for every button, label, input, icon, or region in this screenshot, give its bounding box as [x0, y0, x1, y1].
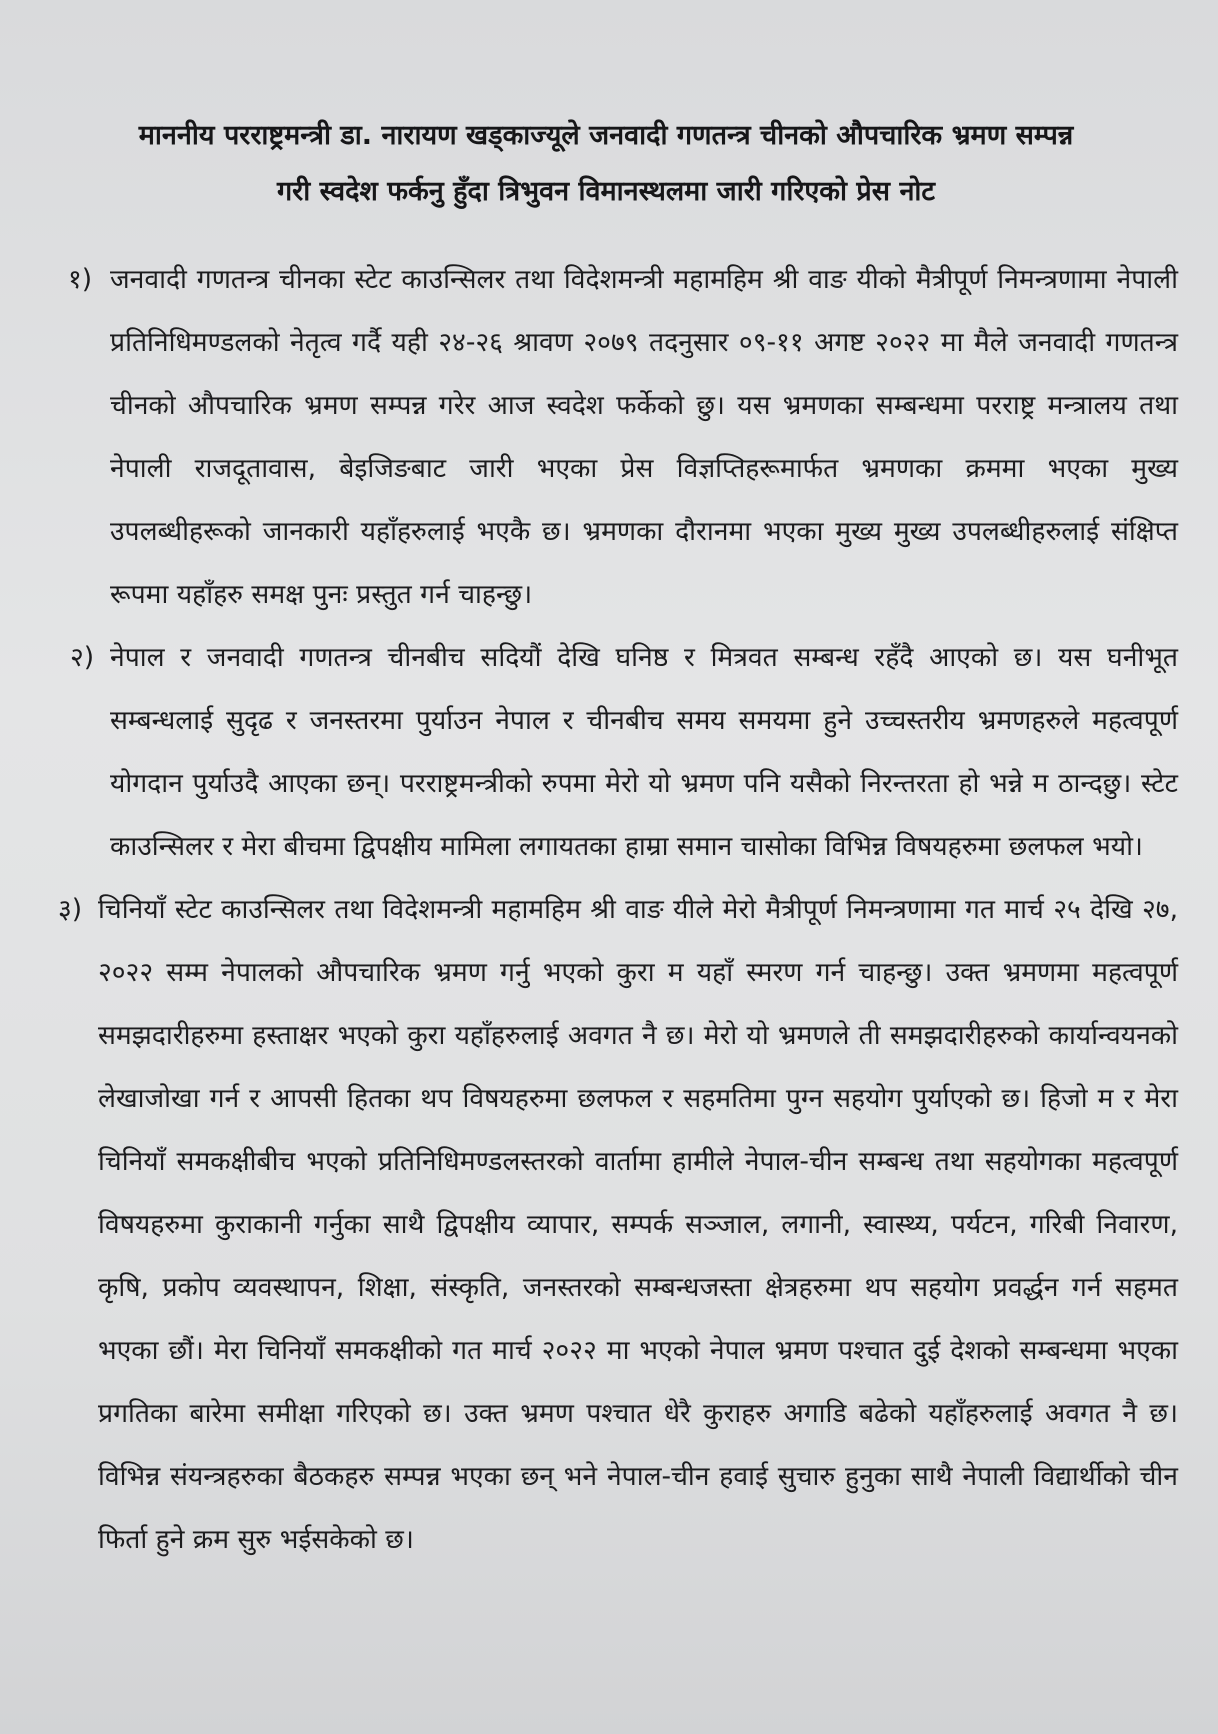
paragraph-3 [34, 878, 1178, 1571]
paragraph-text: नेपाल र जनवादी गणतन्त्र चीनबीच सदियौं देखि घनिष्ठ र मित्रवत सम्बन्ध रहँदै आएको छ। यस घनीभूत सम्बन्धलाई सुदृढ र जनस्तरमा पुर्याउन नेपाल र चीनबीच समय समयमा हुने उच्चस्तरीय भ्रमणहरुले महत्वपूर्ण योगदान पुर्याउदै आएका छन्। परराष्ट्रमन्त्रीको रुपमा मेरो यो भ्रमण पनि यसैको निरन्तरता हो भन्ने म ठान्दछु। स्टेट काउन्सिलर र मेरा बीचमा द्विपक्षीय मामिला लगायतका हाम्रा समान चासोका विभिन्न विषयहरुमा छलफल भयो। [110, 642, 1178, 862]
paragraph-1 [34, 248, 1178, 626]
paragraph-number: १) [68, 264, 93, 295]
paragraph-2 [34, 626, 1178, 878]
document-title [34, 108, 1178, 220]
paragraph-text: चिनियाँ स्टेट काउन्सिलर तथा विदेशमन्त्री महामहिम श्री वाङ यीले मेरो मैत्रीपूर्ण निमन्त्रणामा गत मार्च २५ देखि २७, २०२२ सम्म नेपालको औपचारिक भ्रमण गर्नु भएको कुरा म यहाँ स्मरण गर्न चाहन्छु। उक्त भ्रमणमा महत्वपूर्ण समझदारीहरुमा हस्ताक्षर भएको कुरा यहाँहरुलाई अवगत नै छ। मेरो यो भ्रमणले ती समझदारीहरुको कार्यान्वयनको लेखाजोखा गर्न र आपसी हितका थप विषयहरुमा छलफल र सहमतिमा पुग्न सहयोग पुर्याएको छ। हिजो म र मेरा चिनियाँ समकक्षीबीच भएको प्रतिनिधिमण्डलस्तरको वार्तामा हामीले नेपाल-चीन सम्बन्ध तथा सहयोगका महत्वपूर्ण विषयहरुमा कुराकानी गर्नुका साथै द्विपक्षीय व्यापार, सम्पर्क सञ्जाल, लगानी, स्वास्थ्य, पर्यटन, गरिबी निवारण, कृषि, प्रकोप व्यवस्थापन, शिक्षा, संस्कृति, जनस्तरको सम्बन्धजस्ता क्षेत्रहरुमा थप सहयोग प्रवर्द्धन गर्न सहमत भएका छौं। मेरा चिनियाँ समकक्षीको गत मार्च २०२२ मा भएको नेपाल भ्रमण पश्चात दुई देशको सम्बन्धमा भएका प्रगतिका बारेमा समीक्षा गरिएको छ। उक्त भ्रमण पश्चात धेरै कुराहरु अगाडि बढेको यहाँहरुलाई अवगत नै छ। विभिन्न संयन्त्रहरुका बैठकहरु सम्पन्न भएका छन् भने नेपाल-चीन हवाई सुचारु हुनुका साथै नेपाली विद्यार्थीको चीन फिर्ता हुने क्रम सुरु भईसकेको छ। [98, 894, 1178, 1555]
paragraph-text: जनवादी गणतन्त्र चीनका स्टेट काउन्सिलर तथा विदेशमन्त्री महामहिम श्री वाङ यीको मैत्रीपूर्ण निमन्त्रणामा नेपाली प्रतिनिधिमण्डलको नेतृत्व गर्दै यही २४-२६ श्रावण २०७९ तदनुसार ०९-११ अगष्ट २०२२ मा मैले जनवादी गणतन्त्र चीनको औपचारिक भ्रमण सम्पन्न गरेर आज स्वदेश फर्केको छु। यस भ्रमणका सम्बन्धमा परराष्ट्र मन्त्रालय तथा नेपाली राजदूतावास, बेइजिङबाट जारी भएका प्रेस विज्ञप्तिहरूमार्फत भ्रमणका क्रममा भएका मुख्य उपलब्धीहरूको जानकारी यहाँहरुलाई भएकै छ। भ्रमणका दौरानमा भएका मुख्य मुख्य उपलब्धीहरुलाई संक्षिप्त रूपमा यहाँहरु समक्ष पुनः प्रस्तुत गर्न चाहन्छु। [110, 264, 1178, 610]
title-line-1: माननीय परराष्ट्रमन्त्री डा. नारायण खड्काज्यूले जनवादी गणतन्त्र चीनको औपचारिक भ्रमण सम्पन्न [138, 120, 1074, 151]
paragraph-number: ३) [58, 894, 83, 925]
title-line-2: गरी स्वदेश फर्कनु हुँदा त्रिभुवन विमानस्थलमा जारी गरिएको प्रेस नोट [276, 176, 936, 207]
paragraph-number: २) [70, 642, 95, 673]
